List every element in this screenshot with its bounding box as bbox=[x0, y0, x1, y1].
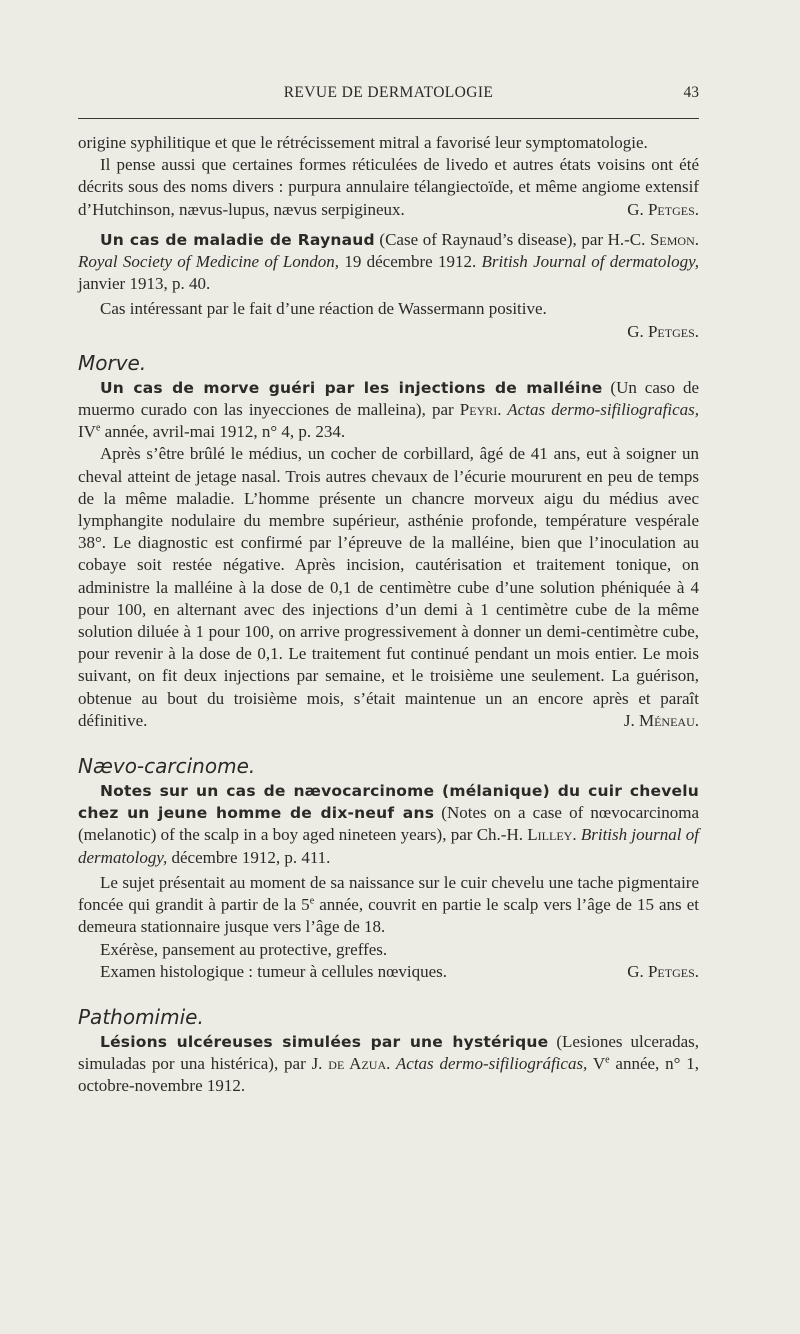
signature-line bbox=[78, 321, 699, 343]
entry-title: Notes sur un cas de nævocarcinome (mélanique) du cuir chevelu chez un jeune homme de dix-neuf ans bbox=[78, 782, 699, 823]
signature: G. Petges. bbox=[627, 961, 699, 981]
paragraph: Exérèse, pansement au protective, greffes. bbox=[100, 939, 388, 959]
paragraph: Examen histologique : tumeur à cellules nœviques. G. Petges. bbox=[78, 961, 699, 983]
entry-title: Un cas de maladie de Raynaud bbox=[100, 230, 375, 249]
author-name: de Azua. bbox=[328, 1054, 391, 1074]
author-name: Lilley. bbox=[527, 825, 577, 845]
paragraph: Le sujet présentait au moment de sa naissance sur le cuir chevelu une tache pigmentaire foncée qui grandit à partir de la 5e année, couvrit en partie le scalp vers l’âge de 15 ans et demeura stationnaire jusque vers l’âge de 18. bbox=[78, 872, 699, 937]
signature: G. Petges. bbox=[627, 199, 699, 219]
paragraph: Cas intéressant par le fait d’une réaction de Wassermann positive. bbox=[100, 299, 547, 319]
section-heading-pathomimie: Pathomimie. bbox=[78, 1004, 204, 1029]
author-name: Peyri. bbox=[459, 400, 502, 420]
section-heading-naevo-carcinome: Nævo-carcinome. bbox=[78, 754, 256, 779]
page-header bbox=[78, 84, 699, 108]
review-entry-pathomimie: Lésions ulcéreuses simulées par une hystérique (Lesiones ulceradas, simuladas por una histérica), par J. de Azua. Actas dermo-sifiliográficas, Ve année, n° 1, octobre-novembre 1912. bbox=[78, 1031, 700, 1096]
paragraph: Il pense aussi que certaines formes réticulées de livedo et autres états voisins ont été décrits sous des noms divers : purpura annulaire télangiectoïde, et même angiome extensif d’Hutchinson, nævus-lupus, nævus serpigineux. G. Petges. bbox=[78, 154, 699, 221]
paragraph: Après s’être brûlé le médius, un cocher de corbillard, âgé de 41 ans, eut à soigner un cheval atteint de jetage nasal. Trois autres chevaux de l’écurie moururent en peu de temps de la même maladie. L’homme présente un chancre morveux aigu du médius avec lymphangite nodulaire du membre supérieur, asthénie profonde, température vespérale 38°. Le diagnostic est confirmé par l’épreuve de la malléine, bien que l’inoculation au cobaye soit restée négative. Après incision, cautérisation et traitement tonique, on administre la malléine à la dose de 0,1 de centimètre cube d’une solution phéniquée à 4 pour 100, en alternant avec des injections d’un demi à 1 centimètre cube de la même solution diluée à 1 pour 100, on arrive progressivement à donner un demi-centimètre cube, pour revenir à la dose de 0,1. Le traitement fut continué pendant un mois entier. Le mois suivant, on fit deux injections par semaine, et le troisième une seulement. La guérison, obtenue au bout du troisième mois, s’était maintenue un an encore après et paraît définitive. J. Méneau. bbox=[78, 443, 699, 732]
author-name: Semon. bbox=[649, 229, 699, 249]
review-entry-raynaud: Un cas de maladie de Raynaud (Case of Raynaud’s disease), par H.-C. Semon. Royal Society of Medicine of London, 19 décembre 1912. British Journal of dermatology, janvier 1913, p. 40. bbox=[78, 229, 699, 294]
running-title: REVUE DE DERMATOLOGIE bbox=[283, 84, 494, 101]
review-entry-morve: Un cas de morve guéri par les injections de malléine (Un caso de muermo curado con las inyecciones de malleina), par Peyri. Actas dermo-sifiliograficas, IVe année, avril-mai 1912, n° 4, p. 234. bbox=[78, 377, 699, 442]
paragraph: origine syphilitique et que le rétrécissement mitral a favorisé leur symptomatologie. bbox=[78, 133, 648, 152]
header-rule bbox=[78, 118, 699, 119]
page-number: 43 bbox=[683, 84, 699, 101]
signature: G. Petges. bbox=[627, 321, 699, 341]
signature: J. Méneau. bbox=[623, 710, 699, 730]
article-body bbox=[78, 132, 699, 1098]
section-heading-morve: Morve. bbox=[78, 350, 147, 375]
entry-title: Lésions ulcéreuses simulées par une hystérique bbox=[100, 1032, 549, 1051]
review-entry-naevo: Notes sur un cas de nævocarcinome (mélanique) du cuir chevelu chez un jeune homme de dix-neuf ans (Notes on a case of nœvocarcinoma (melanotic) of the scalp in a boy aged nineteen years), par Ch.-H. Lilley. British journal of dermatology, décembre 1912, p. 411. bbox=[78, 782, 699, 867]
entry-title: Un cas de morve guéri par les injections de malléine bbox=[100, 378, 603, 397]
